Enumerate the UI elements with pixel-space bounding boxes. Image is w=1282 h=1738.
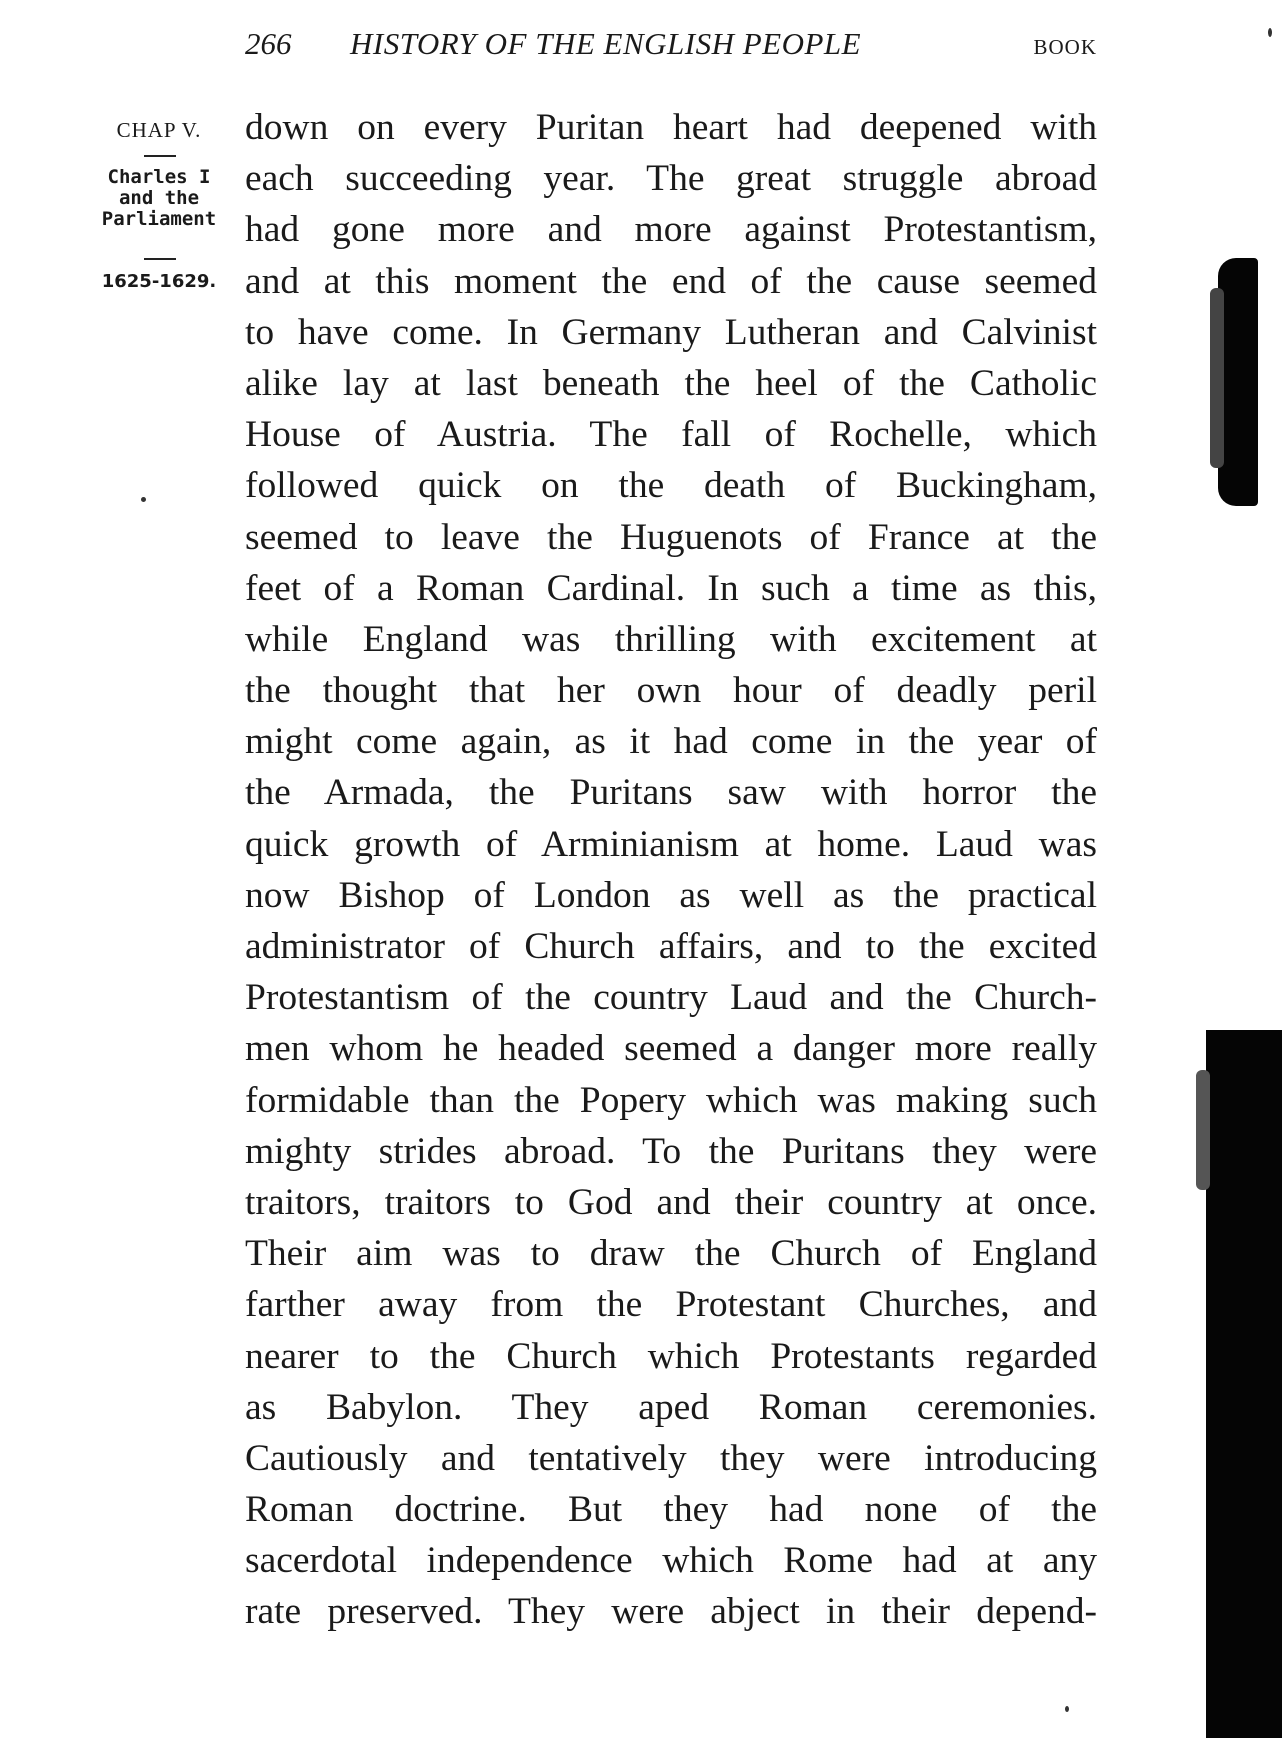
body-line: farther away from the Protestant Churches, and bbox=[245, 1284, 1097, 1326]
body-line: feet of a Roman Cardinal. In such a time as this, bbox=[245, 567, 1097, 609]
scan-shadow-lower bbox=[1206, 1030, 1282, 1738]
body-text bbox=[245, 102, 1097, 1638]
body-line: sacerdotal independence which Rome had at any bbox=[245, 1540, 1097, 1582]
body-line: each succeeding year. The great struggle abroad bbox=[245, 158, 1097, 200]
running-title: HISTORY OF THE ENGLISH PEOPLE bbox=[350, 26, 862, 61]
body-line: seemed to leave the Huguenots of France at the bbox=[245, 516, 1097, 558]
margin-rule bbox=[144, 155, 176, 157]
body-line: the thought that her own hour of deadly peril bbox=[245, 670, 1097, 712]
body-line: quick growth of Arminianism at home. Laud was bbox=[245, 823, 1097, 865]
body-line: might come again, as it had come in the year of bbox=[245, 721, 1097, 763]
book-label: BOOK bbox=[1033, 35, 1097, 59]
scan-speck bbox=[1268, 28, 1272, 37]
body-line: had gone more and more against Protestantism, bbox=[245, 209, 1097, 251]
margin-chapter: CHAP V. bbox=[116, 118, 202, 142]
running-header bbox=[245, 26, 1097, 66]
margin-topic bbox=[80, 167, 238, 230]
body-line: as Babylon. They aped Roman ceremonies. bbox=[245, 1386, 1097, 1428]
body-line: administrator of Church affairs, and to the excited bbox=[245, 926, 1097, 967]
scan-speck bbox=[1065, 1706, 1069, 1712]
margin-rule bbox=[144, 258, 176, 260]
body-line: mighty strides abroad. To the Puritans they were bbox=[245, 1130, 1097, 1172]
body-line: to have come. In Germany Lutheran and Calvinist bbox=[245, 311, 1097, 353]
scan-shadow-upper bbox=[1218, 258, 1258, 506]
body-line: alike lay at last beneath the heel of the Catholic bbox=[245, 362, 1097, 404]
body-line: House of Austria. The fall of Rochelle, which bbox=[245, 414, 1097, 456]
body-line: while England was thrilling with excitement at bbox=[245, 618, 1097, 660]
body-line: down on every Puritan heart had deepened with bbox=[245, 107, 1097, 148]
body-line: Roman doctrine. But they had none of the bbox=[245, 1489, 1097, 1531]
body-line: rate preserved. They were abject in their depend- bbox=[245, 1591, 1097, 1633]
body-line: nearer to the Church which Protestants regarded bbox=[245, 1335, 1097, 1377]
body-line: traitors, traitors to God and their country at once. bbox=[245, 1181, 1097, 1223]
page-number: 266 bbox=[245, 26, 292, 61]
body-line: Protestantism of the country Laud and the Church- bbox=[245, 977, 1097, 1019]
body-line: the Armada, the Puritans saw with horror the bbox=[245, 772, 1097, 814]
margin-topic-line: Parliament bbox=[101, 208, 217, 230]
margin-topic-line: Charles I bbox=[107, 166, 211, 188]
body-line: and at this moment the end of the cause seemed bbox=[245, 260, 1097, 302]
body-line: men whom he headed seemed a danger more really bbox=[245, 1028, 1097, 1070]
scan-speck bbox=[141, 497, 146, 502]
body-line: Their aim was to draw the Church of England bbox=[245, 1233, 1097, 1275]
body-line: followed quick on the death of Buckingham, bbox=[245, 465, 1097, 507]
body-line: Cautiously and tentatively they were introducing bbox=[245, 1437, 1097, 1479]
margin-years: 1625-1629. bbox=[101, 271, 217, 292]
body-line: formidable than the Popery which was making such bbox=[245, 1079, 1097, 1121]
body-line: now Bishop of London as well as the practical bbox=[245, 874, 1097, 916]
margin-topic-line: and the bbox=[118, 187, 200, 209]
